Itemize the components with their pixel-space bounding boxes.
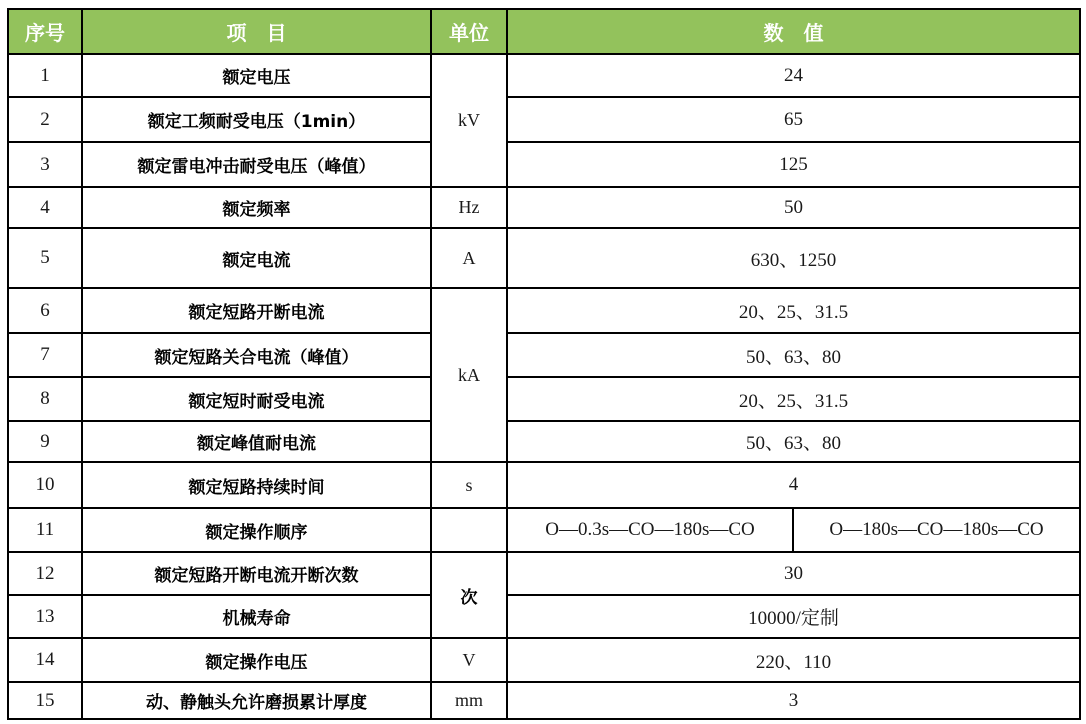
row-1-item: 额定电压 [82,54,431,97]
row-7-value: 50、63、80 [507,333,1080,377]
row-13-item: 机械寿命 [82,595,431,638]
row-3-value: 125 [507,142,1080,187]
row-6-no: 6 [8,288,82,333]
row-4-item: 额定频率 [82,187,431,228]
row-4-no: 4 [8,187,82,228]
row-12-value: 30 [507,552,1080,595]
header-no: 序号 [8,9,82,54]
table-row-2 [8,97,1080,142]
row-15-value: 3 [507,682,1080,719]
row-1-no: 1 [8,54,82,97]
table-row-1 [8,54,1080,97]
row-11-value-left: O—0.3s—CO—180s—CO [507,508,793,552]
row-4-unit: Hz [431,187,507,228]
row-11-unit [431,508,507,552]
row-14-unit: V [431,638,507,682]
table-row-7 [8,333,1080,377]
row-14-value: 220、110 [507,638,1080,682]
row-10-no: 10 [8,462,82,508]
row-14-item: 额定操作电压 [82,638,431,682]
table-row-3 [8,142,1080,187]
row-15-no: 15 [8,682,82,719]
row-15-unit: mm [431,682,507,719]
row-9-value: 50、63、80 [507,421,1080,462]
header-value: 数 值 [507,9,1080,54]
row-6-item: 额定短路开断电流 [82,288,431,333]
table-row-11 [8,508,1080,552]
row-11-value-right: O—180s—CO—180s—CO [793,508,1080,552]
row-9-no: 9 [8,421,82,462]
table-row-6 [8,288,1080,333]
row-9-item: 额定峰值耐电流 [82,421,431,462]
row-13-no: 13 [8,595,82,638]
table-row-13 [8,595,1080,638]
row-2-no: 2 [8,97,82,142]
header-item: 项 目 [82,9,431,54]
row-2-value: 65 [507,97,1080,142]
table-row-10 [8,462,1080,508]
rows-6-9-unit: kA [431,288,507,462]
row-10-item: 额定短路持续时间 [82,462,431,508]
row-10-unit: s [431,462,507,508]
row-5-unit: A [431,228,507,288]
row-11-no: 11 [8,508,82,552]
table-row-12 [8,552,1080,595]
table-row-14 [8,638,1080,682]
spec-table [7,8,1081,720]
row-15-item: 动、静触头允许磨损累计厚度 [82,682,431,719]
table-row-8 [8,377,1080,421]
row-4-value: 50 [507,187,1080,228]
table-row-9 [8,421,1080,462]
row-7-item: 额定短路关合电流（峰值） [82,333,431,377]
row-11-item: 额定操作顺序 [82,508,431,552]
row-8-item: 额定短时耐受电流 [82,377,431,421]
row-5-value: 630、1250 [507,228,1080,288]
table-row-5 [8,228,1080,288]
row-5-no: 5 [8,228,82,288]
row-8-no: 8 [8,377,82,421]
table-row-15 [8,682,1080,719]
row-7-no: 7 [8,333,82,377]
row-10-value: 4 [507,462,1080,508]
header-unit: 单位 [431,9,507,54]
header-row [8,9,1080,54]
row-12-item: 额定短路开断电流开断次数 [82,552,431,595]
row-3-no: 3 [8,142,82,187]
row-1-value: 24 [507,54,1080,97]
rows-1-3-unit: kV [431,54,507,187]
table-row-4 [8,187,1080,228]
row-8-value: 20、25、31.5 [507,377,1080,421]
row-13-value: 10000/定制 [507,595,1080,638]
row-14-no: 14 [8,638,82,682]
row-6-value: 20、25、31.5 [507,288,1080,333]
row-2-item: 额定工频耐受电压（1min） [82,97,431,142]
rows-12-13-unit: 次 [431,552,507,638]
row-5-item: 额定电流 [82,228,431,288]
row-3-item: 额定雷电冲击耐受电压（峰值） [82,142,431,187]
row-12-no: 12 [8,552,82,595]
